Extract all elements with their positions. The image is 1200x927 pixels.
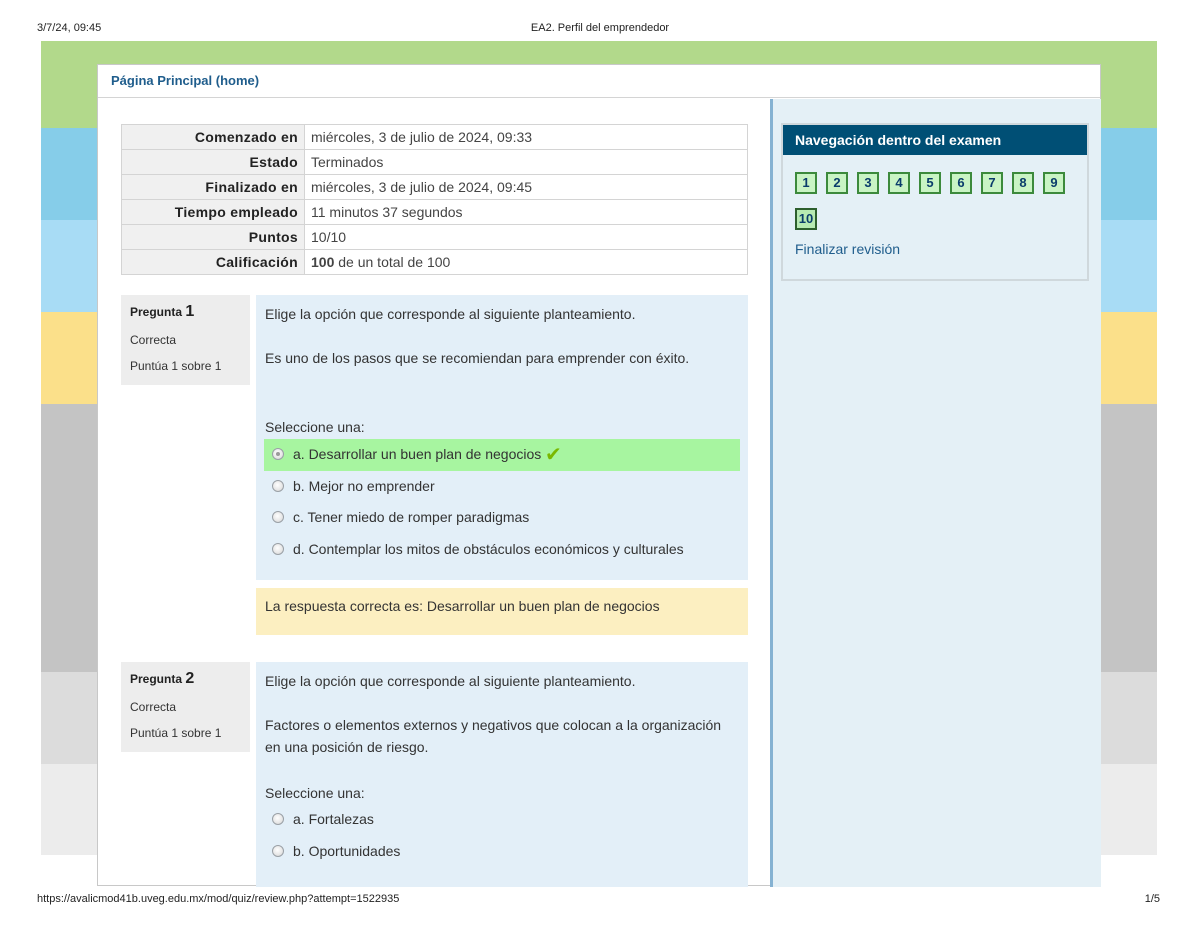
quiz-nav-button-1[interactable]: 1 <box>795 172 817 194</box>
option-label: d. Contemplar los mitos de obstáculos económicos y culturales <box>293 541 684 557</box>
breadcrumb <box>98 65 1100 98</box>
summary-row <box>122 175 748 200</box>
grade-value: 100 <box>311 254 335 270</box>
question-title-label: Pregunta <box>130 305 183 319</box>
question-number: 1 <box>185 303 195 320</box>
breadcrumb-home-link[interactable]: Página Principal (home) <box>111 73 260 88</box>
finish-review-link[interactable]: Finalizar revisión <box>795 241 901 257</box>
print-title: EA2. Perfil del emprendedor <box>530 22 670 34</box>
quiz-nav-button-9[interactable]: 9 <box>1043 172 1065 194</box>
summary-row <box>122 250 748 275</box>
print-page-number: 1/5 <box>1144 893 1160 905</box>
question-title <box>130 670 194 688</box>
question-1-info <box>121 295 250 385</box>
quiz-nav-button-8[interactable]: 8 <box>1012 172 1034 194</box>
quiz-nav-button-10[interactable]: 10 <box>795 208 817 230</box>
summary-value: 10/10 <box>305 225 748 250</box>
question-prompt: Elige la opción que corresponde al siguiente planteamiento. <box>265 673 636 689</box>
radio-unselected[interactable] <box>272 480 284 492</box>
quiz-nav-button-3[interactable]: 3 <box>857 172 879 194</box>
attempt-summary-table <box>121 124 748 275</box>
question-2-content <box>256 662 748 887</box>
question-grade: Puntúa 1 sobre 1 <box>130 726 222 740</box>
radio-selected[interactable] <box>272 448 284 460</box>
question-prompt: Elige la opción que corresponde al siguiente planteamiento. <box>265 306 636 322</box>
question-statement: Es uno de los pasos que se recomiendan para emprender con éxito. <box>265 350 690 366</box>
quiz-nav-button-7[interactable]: 7 <box>981 172 1003 194</box>
summary-row <box>122 200 748 225</box>
quiz-navigation-title: Navegación dentro del examen <box>783 125 1087 155</box>
question-1-feedback <box>256 588 748 635</box>
question-statement: Factores o elementos externos y negativos que colocan a la organización en una posición de riesgo. <box>265 717 722 755</box>
summary-label: Puntos <box>122 225 305 250</box>
answer-option-c[interactable] <box>264 502 740 534</box>
answer-option-a[interactable] <box>264 439 740 471</box>
summary-value: miércoles, 3 de julio de 2024, 09:33 <box>305 125 748 150</box>
sidebar <box>770 99 1101 887</box>
grade-total: de un total de 100 <box>334 254 451 270</box>
radio-unselected[interactable] <box>272 511 284 523</box>
question-number: 2 <box>185 670 195 687</box>
question-title-label: Pregunta <box>130 672 183 686</box>
summary-row <box>122 225 748 250</box>
page-container <box>97 64 1101 886</box>
summary-value <box>305 250 748 275</box>
select-label: Seleccione una: <box>265 419 365 435</box>
summary-label: Tiempo empleado <box>122 200 305 225</box>
option-label: a. Fortalezas <box>293 811 374 827</box>
summary-label: Finalizado en <box>122 175 305 200</box>
question-1-content <box>256 295 748 580</box>
quiz-nav-button-4[interactable]: 4 <box>888 172 910 194</box>
answer-option-b[interactable] <box>264 471 740 503</box>
summary-label: Comenzado en <box>122 125 305 150</box>
select-label: Seleccione una: <box>265 785 365 801</box>
summary-row <box>122 125 748 150</box>
question-state: Correcta <box>130 700 177 714</box>
option-label: c. Tener miedo de romper paradigmas <box>293 509 530 525</box>
option-label: b. Mejor no emprender <box>293 478 435 494</box>
summary-label: Calificación <box>122 250 305 275</box>
summary-value: miércoles, 3 de julio de 2024, 09:45 <box>305 175 748 200</box>
answer-option-b[interactable] <box>264 836 740 868</box>
answer-option-a[interactable] <box>264 804 740 836</box>
quiz-navigation-block <box>781 123 1089 281</box>
correct-answer-text: La respuesta correcta es: Desarrollar un buen plan de negocios <box>265 598 660 614</box>
radio-unselected[interactable] <box>272 813 284 825</box>
answer-option-d[interactable] <box>264 534 740 566</box>
question-state: Correcta <box>130 333 177 347</box>
radio-unselected[interactable] <box>272 845 284 857</box>
quiz-nav-button-6[interactable]: 6 <box>950 172 972 194</box>
question-title <box>130 303 194 321</box>
summary-value: 11 minutos 37 segundos <box>305 200 748 225</box>
summary-value: Terminados <box>305 150 748 175</box>
question-2-info <box>121 662 250 752</box>
option-label: a. Desarrollar un buen plan de negocios <box>293 446 542 462</box>
question-grade: Puntúa 1 sobre 1 <box>130 359 222 373</box>
checkmark-icon: ✔ <box>545 444 562 466</box>
summary-label: Estado <box>122 150 305 175</box>
print-date: 3/7/24, 09:45 <box>37 22 102 34</box>
summary-row <box>122 150 748 175</box>
quiz-nav-button-5[interactable]: 5 <box>919 172 941 194</box>
radio-unselected[interactable] <box>272 543 284 555</box>
print-url: https://avalicmod41b.uveg.edu.mx/mod/quiz/review.php?attempt=1522935 <box>37 893 400 905</box>
option-label: b. Oportunidades <box>293 843 401 859</box>
quiz-nav-button-2[interactable]: 2 <box>826 172 848 194</box>
